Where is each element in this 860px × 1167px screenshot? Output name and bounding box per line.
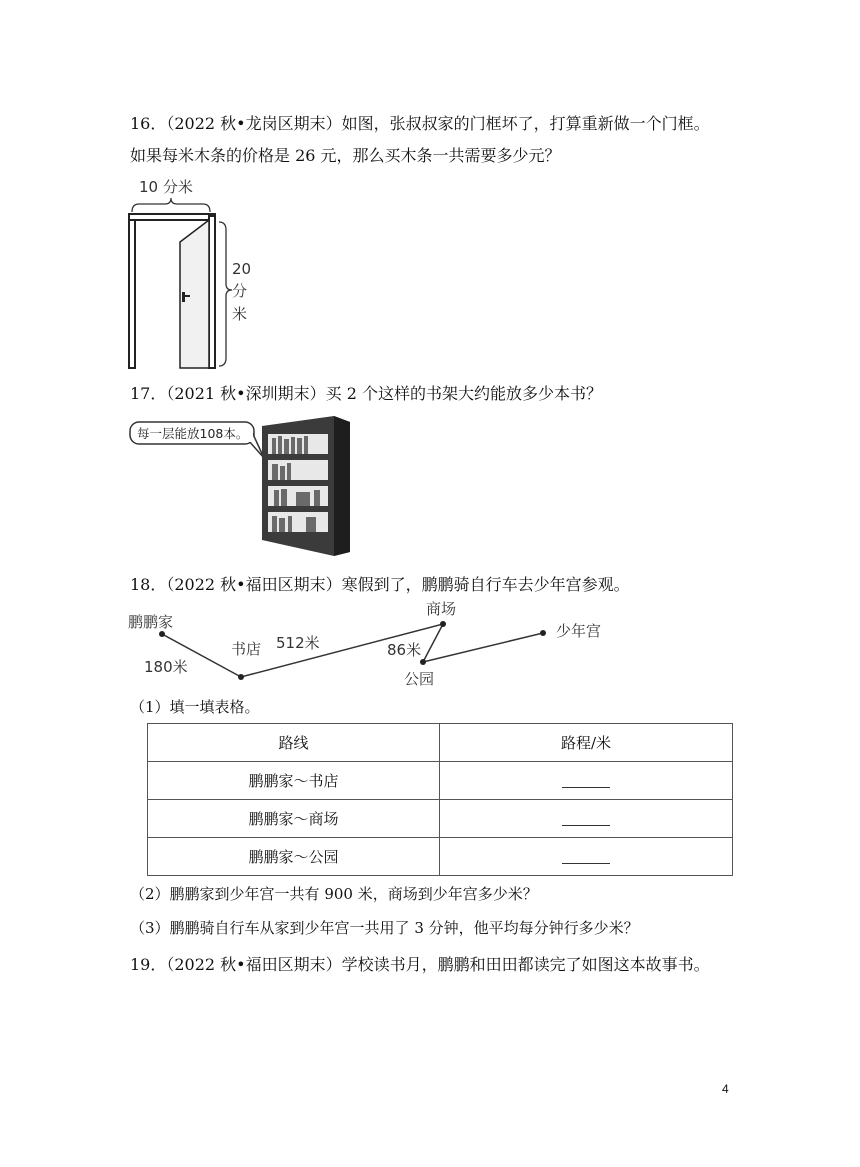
route-cell: 鹏鹏家～商场: [148, 800, 440, 838]
answer-blank[interactable]: [440, 800, 733, 838]
door-frame-top: [129, 214, 215, 220]
door-frame-left: [129, 216, 135, 368]
route-map: [120, 598, 620, 693]
q18-part3: （3）鹏鹏骑自行车从家到少年宫一共用了 3 分钟，他平均每分钟行多少米？: [130, 919, 639, 937]
distance-3: 86米: [387, 641, 422, 659]
blank-line[interactable]: [562, 851, 610, 864]
blank-line[interactable]: [562, 813, 610, 826]
answer-blank[interactable]: [440, 762, 733, 800]
mall-label: 商场: [426, 600, 457, 618]
header-route: 路线: [148, 724, 440, 762]
park-point: [420, 659, 426, 665]
height-brace: [219, 222, 232, 366]
bubble-text: 每一层能放108本。: [137, 426, 249, 441]
route-cell: 鹏鹏家～书店: [148, 762, 440, 800]
q18-part2: （2）鹏鹏家到少年宫一共有 900 米，商场到少年宫多少米？: [130, 885, 538, 903]
table-row: [148, 762, 733, 800]
answer-blank[interactable]: [440, 838, 733, 876]
q19-text-line1: 19．（2022 秋•福田区期末）学校读书月，鹏鹏和田田都读完了如图这本故事书。: [130, 955, 710, 974]
route-line: [162, 624, 543, 677]
distance-1: 180米: [144, 658, 188, 676]
distance-table: [147, 723, 733, 876]
blank-line[interactable]: [562, 775, 610, 788]
bookstore-point: [238, 674, 244, 680]
home-point: [159, 631, 165, 637]
palace-point: [540, 630, 546, 636]
header-distance: 路程/米: [440, 724, 733, 762]
q18-part1: （1）填一填表格。: [130, 698, 260, 716]
door-height-unit1: 分: [232, 282, 248, 300]
bookshelf-figure: [128, 414, 356, 556]
q18-text-line1: 18．（2022 秋•福田区期末）寒假到了，鹏鹏骑自行车去少年宫参观。: [130, 575, 630, 594]
table-row: [148, 838, 733, 876]
bookstore-label: 书店: [231, 640, 262, 658]
width-brace: [132, 198, 210, 212]
q17-text-line1: 17．（2021 秋•深圳期末）买 2 个这样的书架大约能放多少本书？: [130, 384, 602, 403]
mall-point: [440, 621, 446, 627]
route-cell: 鹏鹏家～公园: [148, 838, 440, 876]
park-label: 公园: [404, 670, 435, 688]
distance-2: 512米: [276, 634, 320, 652]
door-height-unit2: 米: [232, 305, 248, 323]
door-width-label: 10 分米: [139, 178, 193, 196]
q16-text-line2: 如果每米木条的价格是 26 元，那么买木条一共需要多少元？: [130, 146, 561, 165]
table-row: [148, 800, 733, 838]
door-height-num: 20: [232, 260, 252, 278]
door-frame-figure: [125, 172, 265, 372]
home-label: 鹏鹏家: [128, 613, 174, 631]
table-header-row: [148, 724, 733, 762]
q16-text-line1: 16．（2022 秋•龙岗区期末）如图，张叔叔家的门框坏了，打算重新做一个门框。: [130, 114, 710, 133]
door-frame-right: [209, 216, 215, 368]
palace-label: 少年宫: [556, 622, 602, 640]
page-number: 4: [722, 1082, 729, 1096]
